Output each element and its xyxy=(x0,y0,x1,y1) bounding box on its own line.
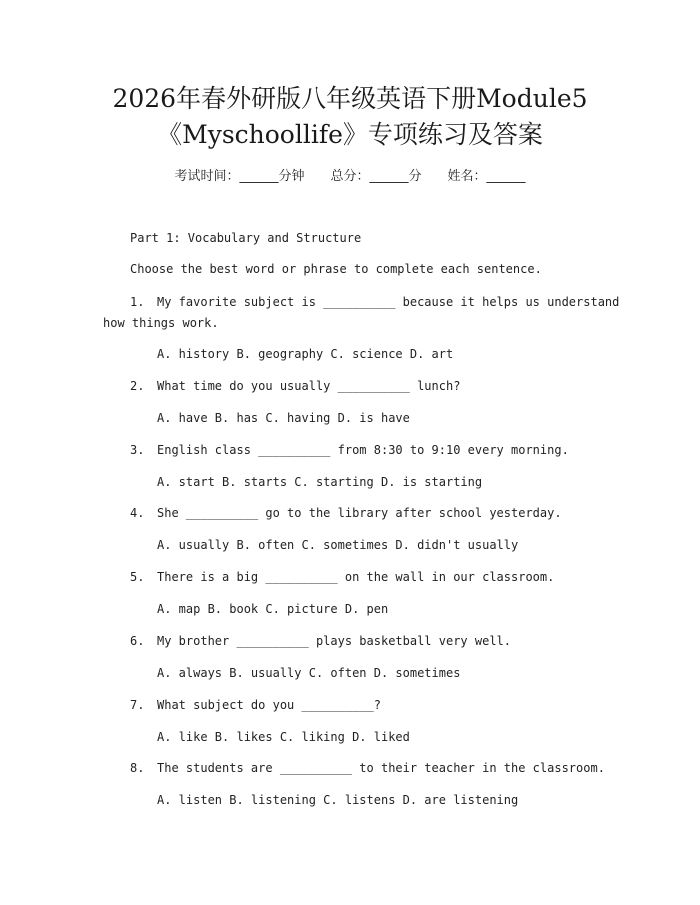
document-title-line-1: 2026年春外研版八年级英语下册Module5 xyxy=(112,84,588,113)
question-stem: She __________ go to the library after school yesterday. xyxy=(157,506,562,520)
exam-score-field: 总分：______分 xyxy=(330,169,422,184)
question-stem: What subject do you __________? xyxy=(157,698,381,712)
question-number: 1. xyxy=(130,295,145,309)
question-stem: What time do you usually __________ lunch? xyxy=(157,379,461,393)
question-options: A. listen B. listening C. listens D. are listening xyxy=(157,793,519,807)
section-instruction: Choose the best word or phrase to complete each sentence. xyxy=(130,262,542,276)
question-item xyxy=(130,294,619,310)
student-name-field: 姓名：______ xyxy=(447,169,526,184)
question-options: A. history B. geography C. science D. art xyxy=(157,347,454,361)
question-item xyxy=(130,378,460,394)
question-number: 5. xyxy=(130,570,145,584)
exam-meta-row xyxy=(0,168,700,186)
question-item xyxy=(130,505,562,521)
question-number: 7. xyxy=(130,698,145,712)
question-item xyxy=(130,569,554,585)
question-item xyxy=(130,633,511,649)
question-stem: English class __________ from 8:30 to 9:10 every morning. xyxy=(157,443,569,457)
question-options: A. map B. book C. picture D. pen xyxy=(157,602,389,616)
question-options: A. have B. has C. having D. is have xyxy=(157,411,410,425)
question-number: 6. xyxy=(130,634,145,648)
question-item xyxy=(130,442,569,458)
question-number: 2. xyxy=(130,379,145,393)
question-stem: The students are __________ to their teacher in the classroom. xyxy=(157,761,605,775)
question-stem-continuation: how things work. xyxy=(103,316,219,330)
question-number: 3. xyxy=(130,443,145,457)
section-heading: Part 1: Vocabulary and Structure xyxy=(130,231,362,245)
question-item xyxy=(130,697,381,713)
question-options: A. usually B. often C. sometimes D. didn't usually xyxy=(157,538,519,552)
question-options: A. like B. likes C. liking D. liked xyxy=(157,730,410,744)
question-stem: There is a big __________ on the wall in our classroom. xyxy=(157,570,555,584)
question-stem: My favorite subject is __________ because it helps us understand xyxy=(157,295,620,309)
question-item xyxy=(130,760,605,776)
question-options: A. start B. starts C. starting D. is starting xyxy=(157,475,483,489)
question-number: 8. xyxy=(130,761,145,775)
document-title-line-2: 《Myschoollife》专项练习及答案 xyxy=(157,120,543,149)
question-options: A. always B. usually C. often D. sometimes xyxy=(157,666,461,680)
question-stem: My brother __________ plays basketball very well. xyxy=(157,634,512,648)
exam-time-field: 考试时间：______分钟 xyxy=(174,169,305,184)
question-number: 4. xyxy=(130,506,145,520)
